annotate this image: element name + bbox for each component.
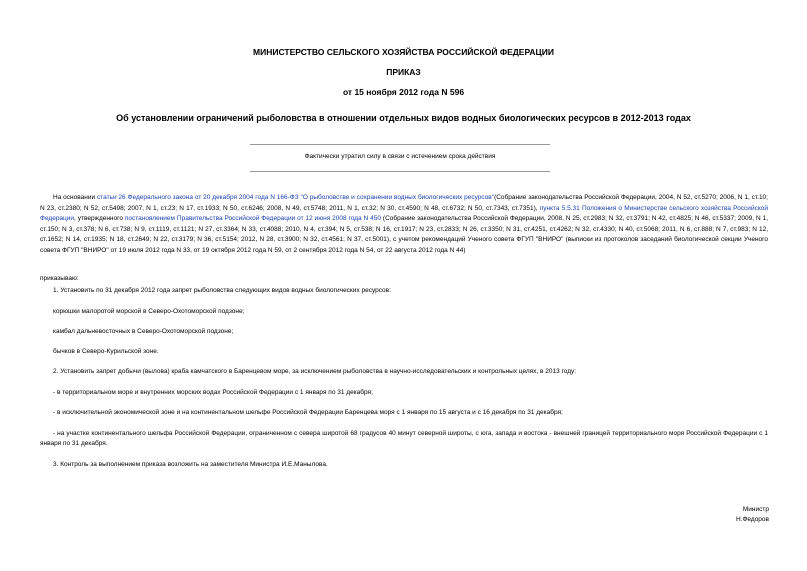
order-item-1-b: камбал дальневосточных в Северо-Охотоморской подзоне; [53, 328, 234, 335]
order-item-2: 2. Установить запрет добычи (вылова) краба камчатского в Баренцевом море, за исключением рыболовства в научно-исследовательских и контрольных целях, в 2013 году: [53, 368, 577, 375]
signature-name: Н.Федоров [735, 516, 769, 523]
order-prikazyvayu: приказываю: [40, 275, 79, 282]
document-title: Об установлении ограничений рыболовства в отношении отдельных видов водных биологических ресурсов в 2012-2013 годах [116, 113, 691, 123]
preamble-text-2: (Собрание законодательства Российской Федерации, 2004, N 52, ст.5270; 2006, N 1, ст.10; N 23, ст.2380; N 52, ст.5498; 2007, N 1, ст.23; N 17, ст.1933; N 50, ст.6246; 2008, N 49, ст.5748; 2011, N 1, ст.32; N 30, ст.4590; N 48, ст.6732; N 50, ст.7343, ст.7351), [40, 194, 768, 212]
order-item-1-a: корюшки малоротой морской в Северо-Охотоморской подзоне; [53, 308, 245, 315]
regulation-clause-link[interactable]: пункта 5.5.31 Положения о Министерстве сельского хозяйства Российской Федерации [40, 204, 768, 222]
document-type: ПРИКАЗ [386, 67, 421, 77]
order-item-1: 1. Установить по 31 декабря 2012 года запрет рыболовства следующих видов водных биологических ресурсов: [53, 287, 391, 294]
ministry-heading: МИНИСТЕРСТВО СЕЛЬСКОГО ХОЗЯЙСТВА РОССИЙСКОЙ ФЕДЕРАЦИИ [253, 47, 554, 57]
preamble-text-4: (Собрание законодательства Российской Федерации, 2008, N 25, ст.2983; N 32, ст.3791; N 42, ст.4825; N 46, ст.5337; 2009, N 1, ст.150; N 3, ст.378; N 6, ст.738; N 9, ст.1119, ст.1121; N 27, ст.3364; N 33, ст.4088; 2010, N 4, ст.394; N 5, ст.538; N 16, ст.1917; N 23, ст.2833; N 26, ст.3350; N 31, ст.4251, ст.4262; N 32, ст.4330; N 40, ст.5068; 2011, N 6, ст.888; N 7, ст.983; N 12, ст.1652; N 14, ст.1935; N 18, ст.2649; N 22, ст.3179; N 36, ст.5154; 2012, N 28, ст.3900; N 32, ст.4561; N 37, ст.5001), с учетом рекомендаций Ученого совета ФГУП "ВНИРО" (выписки из протоколов заседаний биологической секции Ученого совета ФГУП "ВНИРО" от 19 июля 2012 года N 33, от 19 октября 2012 года N 59, от 2 сентября 2012 года N 54, от 22 августа 2012 года N 44) [40, 215, 768, 254]
government-decree-450-link[interactable]: постановлением Правительства Российской Федерации от 12 июня 2008 года N 450 [124, 215, 381, 222]
status-divider-bottom [250, 171, 550, 172]
document-date-number: от 15 ноября 2012 года N 596 [342, 87, 465, 97]
order-item-2-c [40, 429, 768, 449]
status-note: Фактически утратил силу в связи с истечением срока действия [304, 153, 496, 160]
law-166-fz-link[interactable]: статьи 26 Федерального закона от 20 декабря 2004 года N 166-ФЗ "О рыболовстве и сохранении водных биологических ресурсов" [96, 194, 495, 201]
status-divider-top [250, 144, 550, 145]
order-item-2-b: - в исключительной экономической зоне и на континентальном шельфе Российской Федерации Баренцева моря с 1 января по 15 августа и с 16 декабря по 31 декабря; [53, 409, 563, 416]
signature-position: Министр [742, 506, 769, 513]
order-item-2-c-text: - на участке континентального шельфа Российской Федерации, ограниченном с севера широтой 68 градусов 40 минут северной широты, с юга, запада и востока - внешней границей территориального моря Российской Федерации с 1 января по 31 декабря. [40, 430, 768, 448]
preamble-paragraph [40, 193, 768, 256]
order-item-3: 3. Контроль за выполнением приказа возложить на заместителя Министра И.Е.Манылова. [53, 461, 328, 468]
preamble-text-1: На основании [53, 194, 97, 201]
order-item-2-a: - в территориальном море и внутренних морских водах Российской Федерации с 1 января по 31 декабря; [53, 389, 373, 396]
preamble-text-3: , утвержденного [74, 215, 125, 222]
order-item-1-c: бычков в Северо-Курильской зоне. [53, 348, 159, 355]
